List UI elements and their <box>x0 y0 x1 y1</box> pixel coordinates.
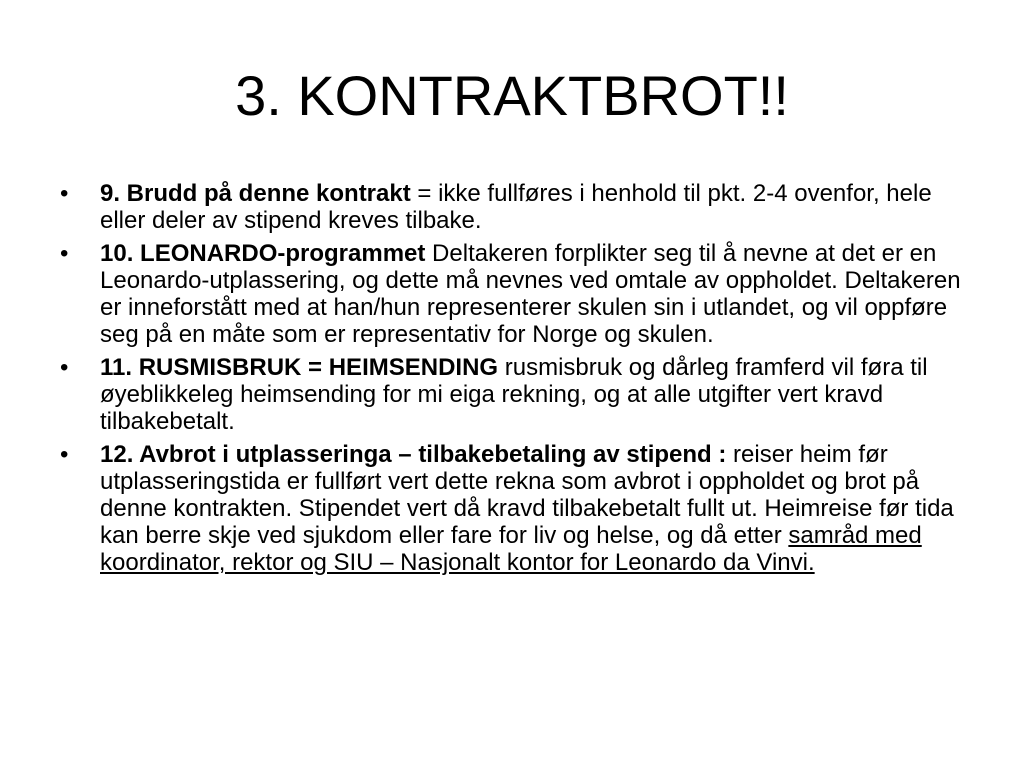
bullet-item-12 <box>60 441 962 576</box>
bullet-text: = ikke fullføres i henhold til pkt. 2-4 ovenfor, hele eller deler av stipend kreves tilbake. <box>100 180 932 234</box>
bullet-item-11 <box>60 354 962 435</box>
slide-title: 3. KONTRAKTBROT!! <box>235 64 789 127</box>
bullet-heading: 9. Brudd på denne kontrakt <box>100 180 411 207</box>
bullet-text: rusmisbruk og dårleg framferd vil føra til øyeblikkeleg heimsending for mi eiga rekning, og at alle utgifter vert kravd tilbakebetalt. <box>100 354 928 435</box>
bullet-heading: 12. Avbrot i utplasseringa – tilbakebetaling av stipend : <box>100 441 727 468</box>
bullet-item-10 <box>60 240 962 348</box>
bullet-dot-icon: • <box>60 354 69 381</box>
underlined-text: samråd med koordinator, rektor og SIU – Nasjonalt kontor for Leonardo da Vinvi. <box>100 522 922 576</box>
bullet-heading: 10. LEONARDO-programmet <box>100 240 426 267</box>
bullet-dot-icon: • <box>60 180 69 207</box>
bullet-list <box>60 180 962 582</box>
bullet-heading: 11. RUSMISBRUK = HEIMSENDING <box>100 354 499 381</box>
bullet-dot-icon: • <box>60 441 69 468</box>
bullet-text: reiser heim før utplasseringstida er fullført vert dette rekna som avbrot i oppholdet og brot på denne kontrakten. Stipendet vert då kravd tilbakebetalt fullt ut. Heimreise før tida kan berre skje ved sjukdom eller fare for liv og helse, og då etter <box>100 441 954 549</box>
bullet-dot-icon: • <box>60 240 69 267</box>
bullet-text: Deltakeren forplikter seg til å nevne at det er en Leonardo-utplassering, og dette må nevnes ved omtale av oppholdet. Deltakeren er inneforstått med at han/hun representerer skulen sin i utlandet, og vil oppføre seg på en måte som er representativ for Norge og skulen. <box>100 240 961 348</box>
bullet-item-9 <box>60 180 962 234</box>
